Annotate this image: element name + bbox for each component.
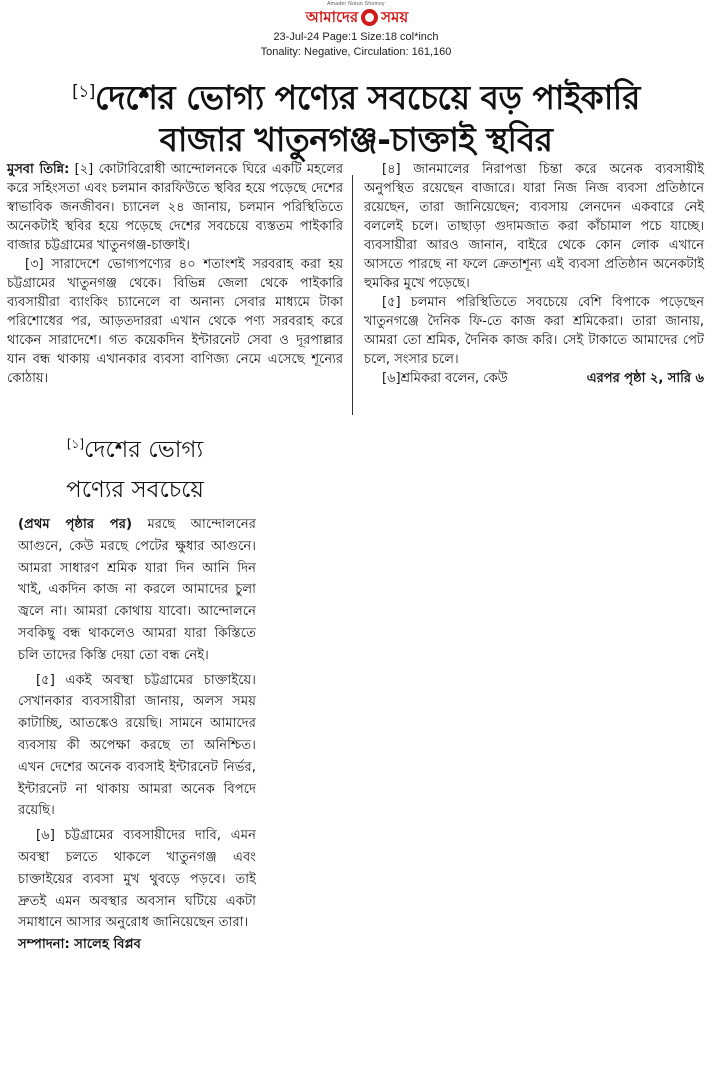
newspaper-logo	[287, 7, 427, 27]
clip-meta: Tonality: Negative, Circulation: 161,160	[260, 46, 452, 58]
editor-credit: সম্পাদনা: সালেহ বিপ্লব	[18, 937, 141, 953]
from-front-page: (প্রথম পৃষ্ঠার পর)	[18, 517, 133, 532]
paragraph-4: [৪] জানমালের নিরাপত্তা চিন্তা করে অনেক ব্যবসায়ীই অনুপস্থিত রয়েছেন বাজারে। যারা নিজ নিজ ব্যবসা প্রতিষ্ঠানে রয়েছেন, তারা জানিয়েছেন; ব্যবসায় লেনদেন একবারে নেই বললেই চলে। তাছাড়া গুদামজাত করা কাঁচামাল পচে যাচ্ছে। ব্যবসায়ীরা আরও জানান, বাইরে থেকে কোন লোক এখানে আসতে পারছে না ফলে ক্রেতাশূন্য এই ব্যবসা প্রতিষ্ঠান অনেকটাই হুমকির মুখে পড়েছে।	[364, 162, 704, 291]
paragraph-5: [৫] চলমান পরিস্থিতিতে সবচেয়ে বেশি বিপাকে পড়েছেন খাতুনগঞ্জে দৈনিক ফি-তে কাজ করা শ্রমিকেরা। তারা জানায়, আমরা তো শ্রমিক, দৈনিক কাজ করি। সেই টাকাতে আমাদের পেট চলে, সংসার চলে।	[364, 295, 704, 367]
continuation-paragraph-6: [৬] চট্টগ্রামের ব্যবসায়ীদের দাবি, এমন অবস্থা চলতে থাকলে খাতুনগঞ্জ এবং চাক্তাইয়ের ব্যবসা মুখ থুবড়ে পড়বে। তাই দ্রুতই এমন অবস্থার অবসান ঘটিয়ে একটা সমাধানে আসার অনুরোধ জানিয়েছেন তারা।	[18, 828, 256, 931]
paragraph-3: [৩] সারাদেশে ভোগ্যপণ্যের ৪০ শতাংশই সরবরাহ করা হয় চট্টগ্রামের খাতুনগঞ্জ থেকে। বিভিন্ন জেলা থেকে পাইকারি ব্যবসায়ীরা ব্যাংকিং চ্যানেলে বা অনান্য সেবার মাধ্যমে টাকা পরিশোধের পর, আড়তদাররা এখান থেকে পণ্য সরবরাহ করে থাকেন সারাদেশে। গত কয়েকদিন ইন্টারনেট সেবা ও দূরপাল্লার যান বন্ধ থাকায় এখানকার ব্যবসা বাণিজ্য নেমে এসেছে শূন্যের কোঠায়।	[7, 257, 343, 386]
continued-on-note: এরপর পৃষ্ঠা ২, সারি ৬	[586, 371, 704, 386]
article-column-left	[7, 160, 343, 388]
continuation-paragraph-5: [৫] একই অবস্থা চট্টগ্রামের চাক্তাইয়ে। সেখানকার ব্যবসায়ীরা জানায়, অলস সময় কাটাচ্ছি, আতঙ্কেও রয়েছি। সামনে আমাদের ব্যবসায় কী অপেক্ষা করছে তা অনিশ্চিত। এখন দেশের অনেক ব্যবসাই ইন্টারনেট নির্ভর, ইন্টারনেট না থাকায় আমরা অনেক বিপদে রয়েছি।	[18, 672, 256, 819]
continuation-title-line-1	[10, 427, 260, 467]
headline-line-2: বাজার খাতুনগঞ্জ-চাক্তাই স্থবির	[159, 120, 553, 159]
masthead	[0, 0, 712, 30]
continuation-title-line-2: পণ্যের সবচেয়ে	[66, 477, 204, 503]
clip-info: 23-Jul-24 Page:1 Size:18 col*inch	[273, 31, 439, 43]
paragraph-6-start: [৬]শ্রমিকরা বলেন, কেউ	[382, 371, 508, 386]
headline-line-1	[0, 70, 712, 120]
paragraph-2: [২] কোটাবিরোধী আন্দোলনকে ঘিরে একটি মহলের করে সহিংসতা এবং চলমান কারফিউতে স্থবির হয়ে পড়েছে দেশের স্বাভাবিক জনজীবন। চ্যানেল ২৪ জানায়, চলমান পরিস্থিতিতে অনেকটাই স্থবির হয়ে পড়েছে দেশের সবচেয়ে ব্যস্ততম পাইকারি বাজার চট্টগ্রামের খাতুনগঞ্জ-চাক্তাই।	[7, 162, 343, 253]
article-column-right	[364, 160, 704, 388]
continuation-column	[18, 514, 256, 956]
logo-text-left: আমাদের	[305, 8, 359, 26]
continuation-paragraph-1: মরছে আন্দোলনের আগুনে, কেউ মরছে পেটের ক্ষুধার আগুনে। আমরা সাধারণ শ্রমিক যারা দিন আনি দিন খাই, একদিন কাজ না করলে আমাদের চুলা জ্বলে না। আমরা কোথায় যাবো। আন্দোলনে সবকিছু বন্ধ থাকলেও আমরা যারা কিস্তিতে চলি তাদের কিস্তি দেয়া তো বন্ধ নেই।	[18, 517, 256, 663]
headline-text-1: দেশের ভোগ্য পণ্যের সবচেয়ে বড় পাইকারি	[94, 78, 640, 117]
byline: মুসবা তিন্নি:	[7, 162, 70, 177]
logo-emblem-icon	[361, 9, 378, 26]
headline-marker: [১]	[72, 82, 95, 102]
logo-text-right: সময়	[381, 8, 409, 26]
column-divider	[352, 175, 353, 415]
continuation-line	[364, 369, 704, 388]
masthead-tagline: Amader Notun Shomoy	[327, 1, 385, 7]
continuation-title-text-1: দেশের ভোগ্য	[84, 437, 204, 463]
continuation-marker: [১]	[66, 437, 85, 451]
